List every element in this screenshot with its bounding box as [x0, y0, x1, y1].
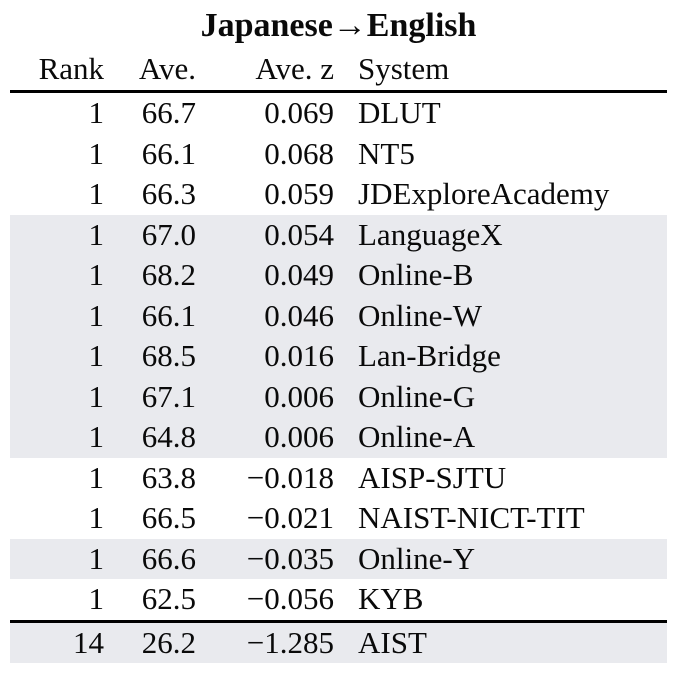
cell-ave-z: 0.016	[264, 338, 334, 373]
results-table-body	[10, 92, 667, 664]
cell-ave: 26.2	[104, 621, 196, 663]
cell-ave: 63.8	[141, 459, 196, 495]
cell-rank: 1	[88, 135, 104, 171]
cell-ave: 66.3	[141, 176, 196, 211]
cell-rank: 1	[88, 216, 104, 252]
cell-ave-z: −0.056	[246, 581, 334, 616]
cell-ave: 66.7	[141, 95, 196, 130]
table-row	[10, 336, 667, 377]
cell-ave-z: 0.046	[264, 297, 334, 333]
cell-ave: 66.1	[141, 135, 196, 171]
cell-ave: 62.5	[141, 581, 196, 616]
cell-rank: 14	[10, 621, 104, 663]
cell-rank: 1	[88, 257, 104, 292]
cell-ave: 68.2	[141, 257, 196, 292]
table-row	[10, 174, 667, 215]
cell-system: NT5	[358, 135, 415, 171]
cell-system: Lan-Bridge	[358, 338, 501, 373]
cell-ave-z: −0.035	[246, 540, 334, 576]
cell-rank: 1	[88, 338, 104, 373]
cell-rank: 1	[88, 419, 104, 454]
table-row	[10, 255, 667, 296]
table-row	[10, 498, 667, 539]
cell-ave-z: 0.006	[264, 419, 334, 454]
col-header-rank: Rank	[10, 48, 104, 92]
cell-system: JDExploreAcademy	[358, 176, 610, 211]
cell-ave-z: −1.285	[196, 621, 334, 663]
cell-system: Online-A	[358, 419, 476, 454]
cell-ave: 67.1	[141, 378, 196, 414]
cell-ave-z: 0.006	[264, 378, 334, 414]
cell-system: AIST	[334, 621, 667, 663]
cell-ave: 68.5	[141, 338, 196, 373]
table-row	[10, 417, 667, 458]
cell-rank: 1	[88, 500, 104, 535]
results-table	[10, 48, 667, 663]
cell-rank: 1	[88, 540, 104, 576]
col-header-ave: Ave.	[104, 48, 196, 92]
cell-ave-z: 0.059	[264, 176, 334, 211]
table-row	[10, 539, 667, 580]
col-header-system: System	[334, 48, 667, 92]
results-table-container	[10, 0, 667, 663]
table-row	[10, 579, 667, 621]
table-row	[10, 134, 667, 175]
table-row	[10, 296, 667, 337]
header-row	[10, 48, 667, 92]
table-title: Japanese→English	[200, 7, 477, 44]
cell-system: NAIST-NICT-TIT	[358, 500, 585, 535]
cell-ave-z: −0.018	[246, 459, 334, 495]
cell-system: KYB	[358, 581, 424, 616]
cell-ave-z: −0.021	[246, 500, 334, 535]
cell-rank: 1	[88, 378, 104, 414]
cell-system: DLUT	[358, 95, 441, 130]
table-row	[10, 377, 667, 418]
cell-ave-z: 0.054	[264, 216, 334, 252]
cell-ave-z: 0.068	[264, 135, 334, 171]
cell-ave: 66.5	[141, 500, 196, 535]
cell-system: AISP-SJTU	[358, 459, 507, 495]
cell-ave: 66.1	[141, 297, 196, 333]
table-row	[10, 621, 667, 663]
cell-ave: 66.6	[141, 540, 196, 576]
cell-system: Online-W	[358, 297, 482, 333]
cell-rank: 1	[88, 459, 104, 495]
cell-rank: 1	[88, 297, 104, 333]
cell-system: Online-B	[358, 257, 474, 292]
table-row	[10, 215, 667, 256]
cell-system: LanguageX	[358, 216, 503, 252]
cell-ave: 67.0	[141, 216, 196, 252]
cell-ave: 64.8	[141, 419, 196, 454]
cell-ave-z: 0.049	[264, 257, 334, 292]
cell-rank: 1	[88, 95, 104, 130]
cell-system: Online-Y	[358, 540, 476, 576]
cell-ave-z: 0.069	[264, 95, 334, 130]
col-header-ave-z: Ave. z	[196, 48, 334, 92]
table-row	[10, 92, 667, 134]
table-header	[10, 48, 667, 92]
cell-system: Online-G	[358, 378, 476, 414]
table-row	[10, 458, 667, 499]
cell-rank: 1	[88, 176, 104, 211]
cell-rank: 1	[88, 581, 104, 616]
